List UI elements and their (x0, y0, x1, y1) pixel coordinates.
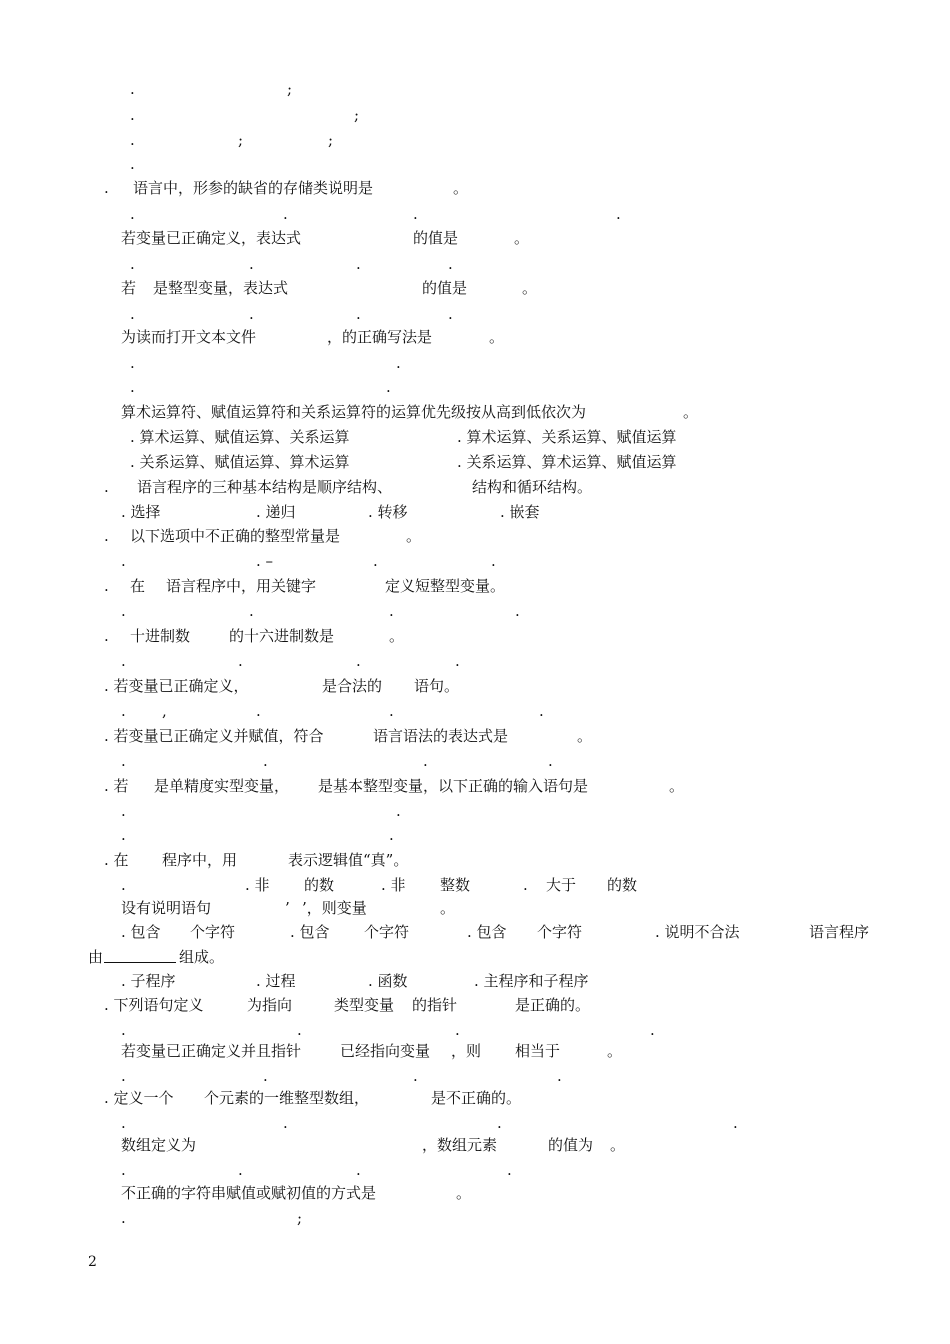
text-line: . 选择 (121, 503, 161, 521)
text-line: . (121, 826, 126, 844)
text-line: . 递归 (256, 503, 296, 521)
text-line: 语言中，形参的缺省的存储类说明是 (133, 179, 374, 197)
text-line: 。 (389, 627, 405, 645)
text-line: 。 (522, 279, 538, 297)
text-line: . (448, 255, 453, 273)
text-line: 是不正确的。 (431, 1089, 522, 1107)
text-line: 。 (440, 899, 456, 917)
text-line: . (121, 752, 126, 770)
text-line: . (121, 652, 126, 670)
text-line: . (455, 1021, 460, 1039)
text-line: . (130, 378, 135, 396)
text-line: . (491, 552, 496, 570)
text-line: . 过程 (256, 972, 296, 990)
text-line: . 主程序和子程序 (474, 972, 589, 990)
text-line: . (121, 602, 126, 620)
text-line: . 包含 (121, 923, 161, 941)
text-line: ，数组元素 (422, 1136, 498, 1154)
text-line: 。 (669, 777, 685, 795)
text-line: 定义短整型变量。 (385, 577, 506, 595)
text-line: ; (354, 106, 360, 124)
text-line: 大于 (546, 876, 577, 894)
text-line: . (130, 80, 135, 98)
text-line: ’ (285, 899, 290, 917)
text-line: . 非 (381, 876, 406, 894)
text-line: . (356, 305, 361, 323)
text-line: . 函数 (368, 972, 408, 990)
fill-in-blank (104, 948, 176, 963)
text-line: . (548, 752, 553, 770)
text-line: . (121, 1067, 126, 1085)
text-line: . (356, 652, 361, 670)
text-line: . (130, 305, 135, 323)
text-line: 结构和循环结构。 (472, 478, 593, 496)
text-line: . (121, 1021, 126, 1039)
text-line: 。 (406, 527, 422, 545)
text-line: . (249, 255, 254, 273)
text-line: 的数 (304, 876, 335, 894)
text-line: . (539, 702, 544, 720)
text-line: . 定义一个 (104, 1089, 174, 1107)
text-line: . – (256, 552, 274, 570)
text-line: . (121, 1209, 126, 1227)
text-line: . (104, 478, 109, 496)
text-line: 数组定义为 (121, 1136, 197, 1154)
text-line: . 转移 (368, 503, 408, 521)
text-line: 。 (610, 1136, 626, 1154)
text-line: . (121, 1161, 126, 1179)
text-line: . 包含 (467, 923, 507, 941)
text-line: 已经指向变量 (340, 1042, 431, 1060)
text-line: . (249, 602, 254, 620)
text-line: 为读而打开文本文件 (121, 328, 257, 346)
text-line: 语言程序的三种基本结构是顺序结构、 (137, 478, 393, 496)
text-line: . (249, 305, 254, 323)
text-line: . (557, 1067, 562, 1085)
text-line: 为指向 (247, 996, 293, 1014)
text-line: 相当于 (515, 1042, 561, 1060)
text-line: 的数 (607, 876, 638, 894)
text-line: . (396, 802, 401, 820)
text-line: 是单精度实型变量， (154, 777, 290, 795)
text-line: , (162, 702, 167, 720)
text-line: . (523, 876, 528, 894)
text-line: . (104, 179, 109, 197)
text-line: . (386, 378, 391, 396)
text-line: 个元素的一维整型数组， (204, 1089, 370, 1107)
text-line: . (497, 1114, 502, 1132)
text-line: . 若 (104, 777, 129, 795)
text-line: . 说明不合法 (655, 923, 740, 941)
text-line: . (130, 354, 135, 372)
text-line: 。 (456, 1184, 472, 1202)
text-line: ，的正确写法是 (327, 328, 433, 346)
text-line: 个字符 (537, 923, 583, 941)
text-line: . (121, 876, 126, 894)
text-line: . 非 (245, 876, 270, 894)
text-line: . 关系运算、赋值运算、算术运算 (130, 453, 350, 471)
text-line: . (389, 702, 394, 720)
text-line: . (423, 752, 428, 770)
text-line: 的值是 (422, 279, 468, 297)
text-line: . (130, 131, 135, 149)
text-line: 是正确的。 (515, 996, 591, 1014)
text-line: . (650, 1021, 655, 1039)
text-line: ; (297, 1209, 303, 1227)
text-line: . (121, 552, 126, 570)
text-line: . (130, 255, 135, 273)
text-line: 个字符 (190, 923, 236, 941)
text-line: 十进制数 (130, 627, 191, 645)
text-line: ; (287, 80, 293, 98)
text-line: 若变量已正确定义并且指针 (121, 1042, 302, 1060)
text-line: . (104, 577, 109, 595)
text-line: . (283, 205, 288, 223)
text-line: . (130, 205, 135, 223)
text-line: . (507, 1161, 512, 1179)
text-line: . (373, 552, 378, 570)
text-line: . 子程序 (121, 972, 176, 990)
text-line: 语言语法的表达式是 (373, 727, 509, 745)
text-line: 在 (130, 577, 146, 595)
text-line: 以下选项中不正确的整型常量是 (130, 527, 341, 545)
text-line: . (104, 627, 109, 645)
text-line: 。 (577, 727, 593, 745)
text-line: 由 (88, 948, 104, 966)
text-line: 是基本整型变量，以下正确的输入语句是 (318, 777, 589, 795)
text-line: 语句。 (414, 677, 460, 695)
text-line: . 嵌套 (500, 503, 540, 521)
text-line: 类型变量 (334, 996, 395, 1014)
text-line: 。 (607, 1042, 623, 1060)
text-line: . 包含 (290, 923, 330, 941)
page-number: 2 (88, 1254, 97, 1270)
text-line: . (448, 305, 453, 323)
text-line: ; (238, 131, 244, 149)
text-line: . (356, 255, 361, 273)
text-line: . (121, 702, 126, 720)
text-line: 组成。 (179, 948, 225, 966)
text-line: ; (328, 131, 334, 149)
text-line: 的值为 (548, 1136, 594, 1154)
text-line: 是合法的 (322, 677, 383, 695)
text-line: 表示逻辑值“真”。 (288, 851, 409, 869)
text-line: . (413, 1067, 418, 1085)
text-line: 设有说明语句 (121, 899, 212, 917)
text-line: . 算术运算、关系运算、赋值运算 (457, 428, 677, 446)
text-line: 。 (489, 328, 505, 346)
text-line: 程序中，用 (162, 851, 238, 869)
text-line: . (356, 1161, 361, 1179)
text-line: . (455, 652, 460, 670)
text-line: . (616, 205, 621, 223)
text-line: 不正确的字符串赋值或赋初值的方式是 (121, 1184, 377, 1202)
text-line: . (121, 802, 126, 820)
text-line: 的值是 (413, 229, 459, 247)
text-line: . (515, 602, 520, 620)
text-line: . (130, 106, 135, 124)
text-line: 个字符 (364, 923, 410, 941)
text-line: 整数 (440, 876, 471, 894)
text-line: . (263, 752, 268, 770)
text-line: . (130, 155, 135, 173)
text-line: . (413, 205, 418, 223)
text-line: . (389, 602, 394, 620)
text-line: . (238, 1161, 243, 1179)
text-line: 语言程序中，用关键字 (166, 577, 317, 595)
text-line: 的指针 (412, 996, 458, 1014)
text-line: 。 (453, 179, 469, 197)
text-line: ’，则变量 (302, 899, 367, 917)
text-line: 语言程序 (809, 923, 870, 941)
text-line: 的十六进制数是 (229, 627, 335, 645)
text-line: . (733, 1114, 738, 1132)
text-line: 。 (514, 229, 530, 247)
text-line: . (121, 1114, 126, 1132)
text-line: 若变量已正确定义，表达式 (121, 229, 302, 247)
text-line: . (256, 702, 261, 720)
text-line: 算术运算符、赋值运算符和关系运算符的运算优先级按从高到低依次为 (121, 403, 587, 421)
text-line: . (238, 652, 243, 670)
text-line: . (396, 354, 401, 372)
text-line: . (104, 527, 109, 545)
text-line: . 在 (104, 851, 129, 869)
text-line: 若 (121, 279, 137, 297)
text-line: . 若变量已正确定义， (104, 677, 249, 695)
text-line: 是整型变量，表达式 (153, 279, 289, 297)
text-line: ，则 (451, 1042, 482, 1060)
text-line: . (297, 1021, 302, 1039)
text-line: . 下列语句定义 (104, 996, 204, 1014)
text-line: . 关系运算、算术运算、赋值运算 (457, 453, 677, 471)
text-line: . (283, 1114, 288, 1132)
text-line: . 算术运算、赋值运算、关系运算 (130, 428, 350, 446)
text-line: . (389, 826, 394, 844)
text-line: . (263, 1067, 268, 1085)
text-line: . 若变量已正确定义并赋值，符合 (104, 727, 324, 745)
text-line: 。 (683, 403, 699, 421)
